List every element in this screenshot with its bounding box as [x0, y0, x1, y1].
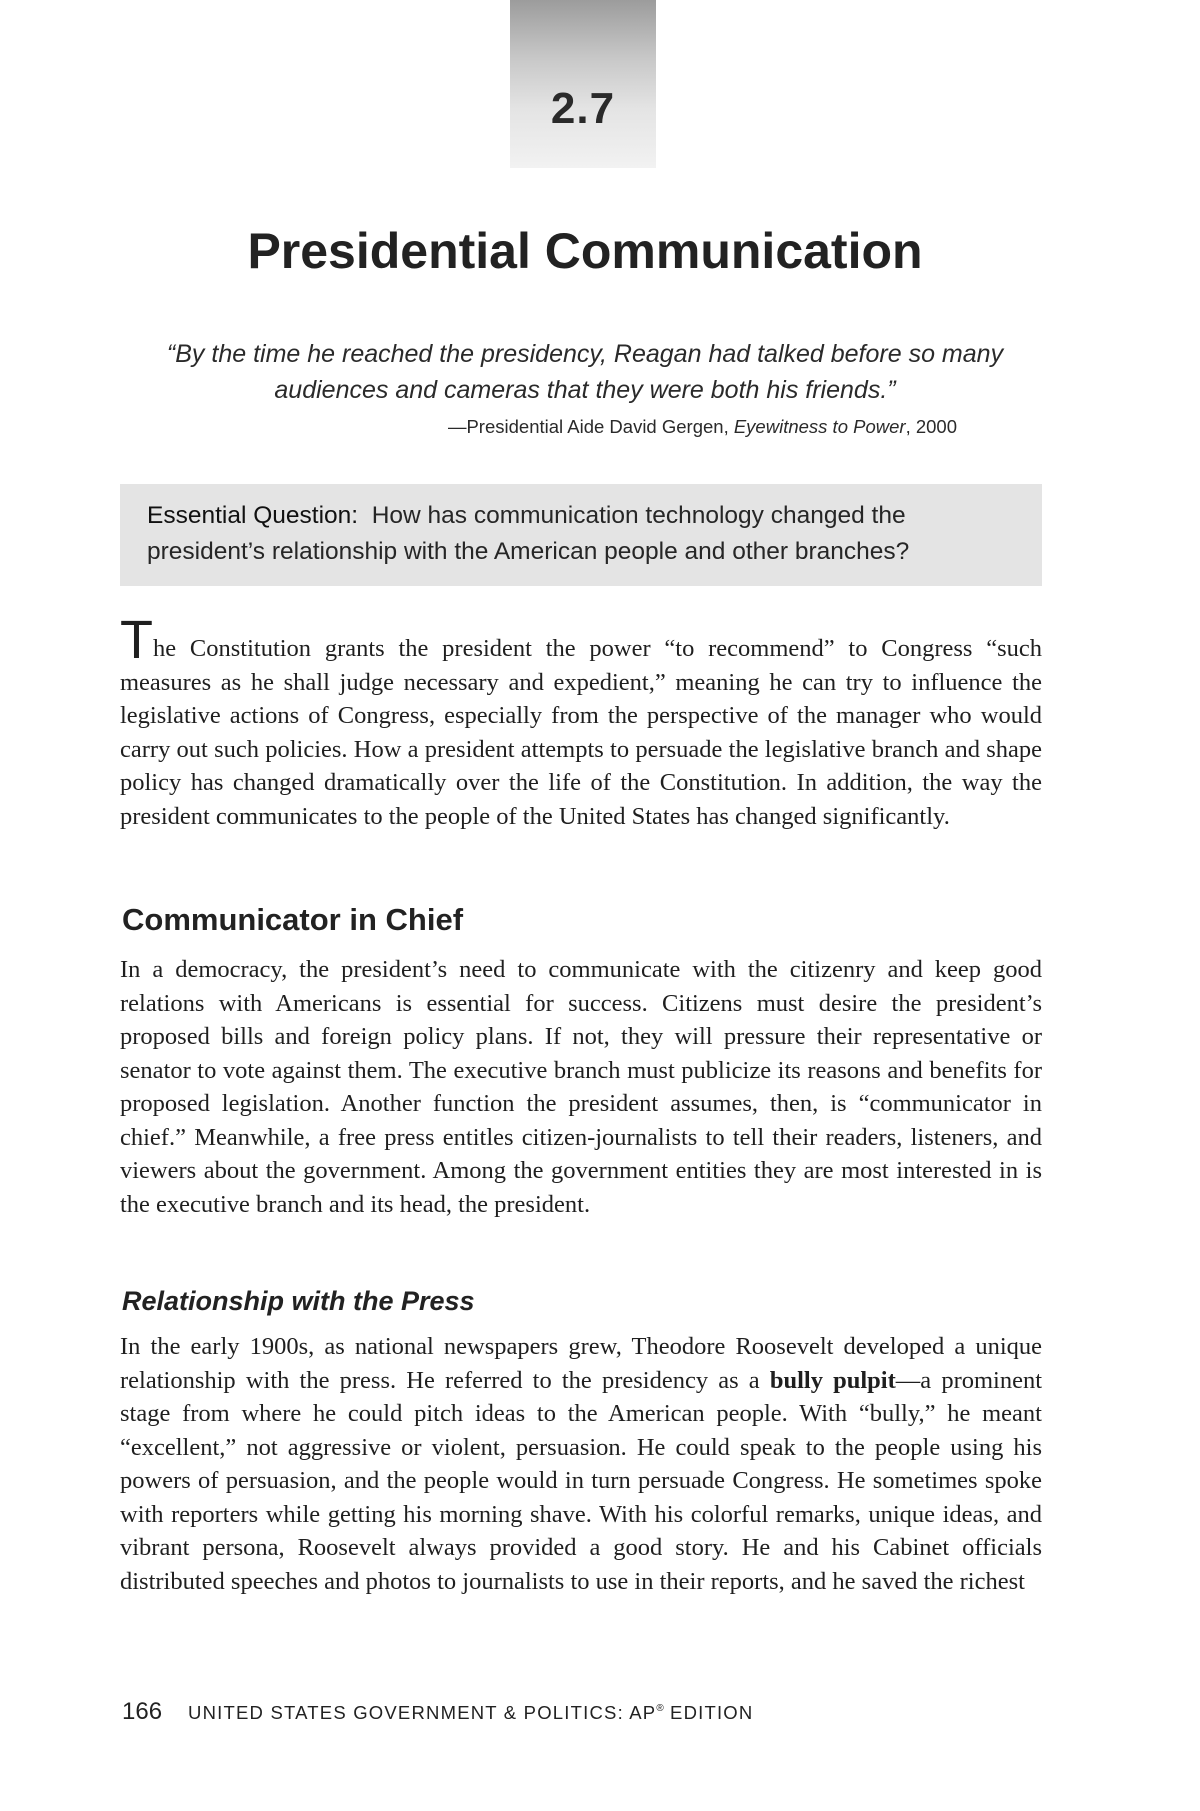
subsection-text-before: In the early 1900s, as national newspapers grew, Theodore Roosevelt developed a unique relationship with the press. He referred to the presidency as a — [120, 1333, 1042, 1394]
attribution-work: Eyewitness to Power — [733, 416, 906, 437]
running-head-after: EDITION — [663, 1702, 754, 1723]
running-head — [188, 1702, 753, 1724]
drop-cap: T — [120, 610, 153, 670]
page-footer — [122, 1698, 753, 1726]
epigraph-quote: “By the time he reached the presidency, Reagan had talked before so many audiences and cameras that they were both his friends.” — [166, 340, 1004, 404]
essential-question-label: Essential Question: — [147, 502, 359, 529]
page-title: Presidential Communication — [247, 223, 923, 279]
subsection-paragraph — [120, 1330, 1042, 1598]
running-head-before: UNITED STATES GOVERNMENT & POLITICS: AP — [188, 1702, 657, 1723]
attribution-prefix: —Presidential Aide David Gergen, — [447, 416, 734, 437]
page-number: 166 — [122, 1698, 163, 1725]
section-tab — [510, 0, 656, 168]
subsection-text-after: —a prominent stage from where he could pitch ideas to the American people. With “bully,” he meant “excellent,” not aggressive or violent, persuasion. He could speak to the people using his powers of persuasion, and the people would in turn persuade Congress. He sometimes spoke with reporters while getting his morning shave. With his colorful remarks, unique ideas, and vibrant persona, Roosevelt always provided a good story. He and his Cabinet officials distributed speeches and photos to journalists to use in their reports, and he saved the richest — [120, 1366, 1043, 1595]
key-term: bully pulpit — [769, 1366, 896, 1394]
section-number: 2.7 — [550, 84, 616, 133]
intro-paragraph — [120, 610, 1042, 833]
essential-question-text: How has communication technology changed the president’s relationship with the American people and other branches? — [147, 502, 910, 565]
attribution-suffix: , 2000 — [905, 416, 957, 437]
epigraph-attribution — [300, 416, 957, 438]
section-paragraph: In a democracy, the president’s need to communicate with the citizenry and keep good relations with Americans is essential for success. Citizens must desire the president’s proposed bills and foreign policy plans. If not, they will pressure their representative or senator to vote against them. The executive branch must publicize its reasons and benefits for proposed legislation. Another function the president assumes, then, is “communicator in chief.” Meanwhile, a free press entitles citizen-journalists to tell their readers, listeners, and viewers about the government. Among the government entities they are most interested in is the executive branch and its head, the president. — [120, 956, 1042, 1218]
essential-question-box — [120, 484, 1042, 586]
section-heading: Communicator in Chief — [122, 902, 464, 937]
registered-mark: ® — [656, 1703, 664, 1714]
subsection-heading: Relationship with the Press — [122, 1286, 475, 1316]
intro-text: he Constitution grants the president the power “to recommend” to Congress “such measures as he shall judge necessary and expedient,” meaning he can try to influence the legislative actions of Congress, especially from the perspective of the manager who would carry out such policies. How a president attempts to persuade the legislative branch and shape policy has changed dramatically over the life of the Constitution. In addition, the way the president communicates to the people of the United States has changed significantly. — [120, 635, 1042, 830]
